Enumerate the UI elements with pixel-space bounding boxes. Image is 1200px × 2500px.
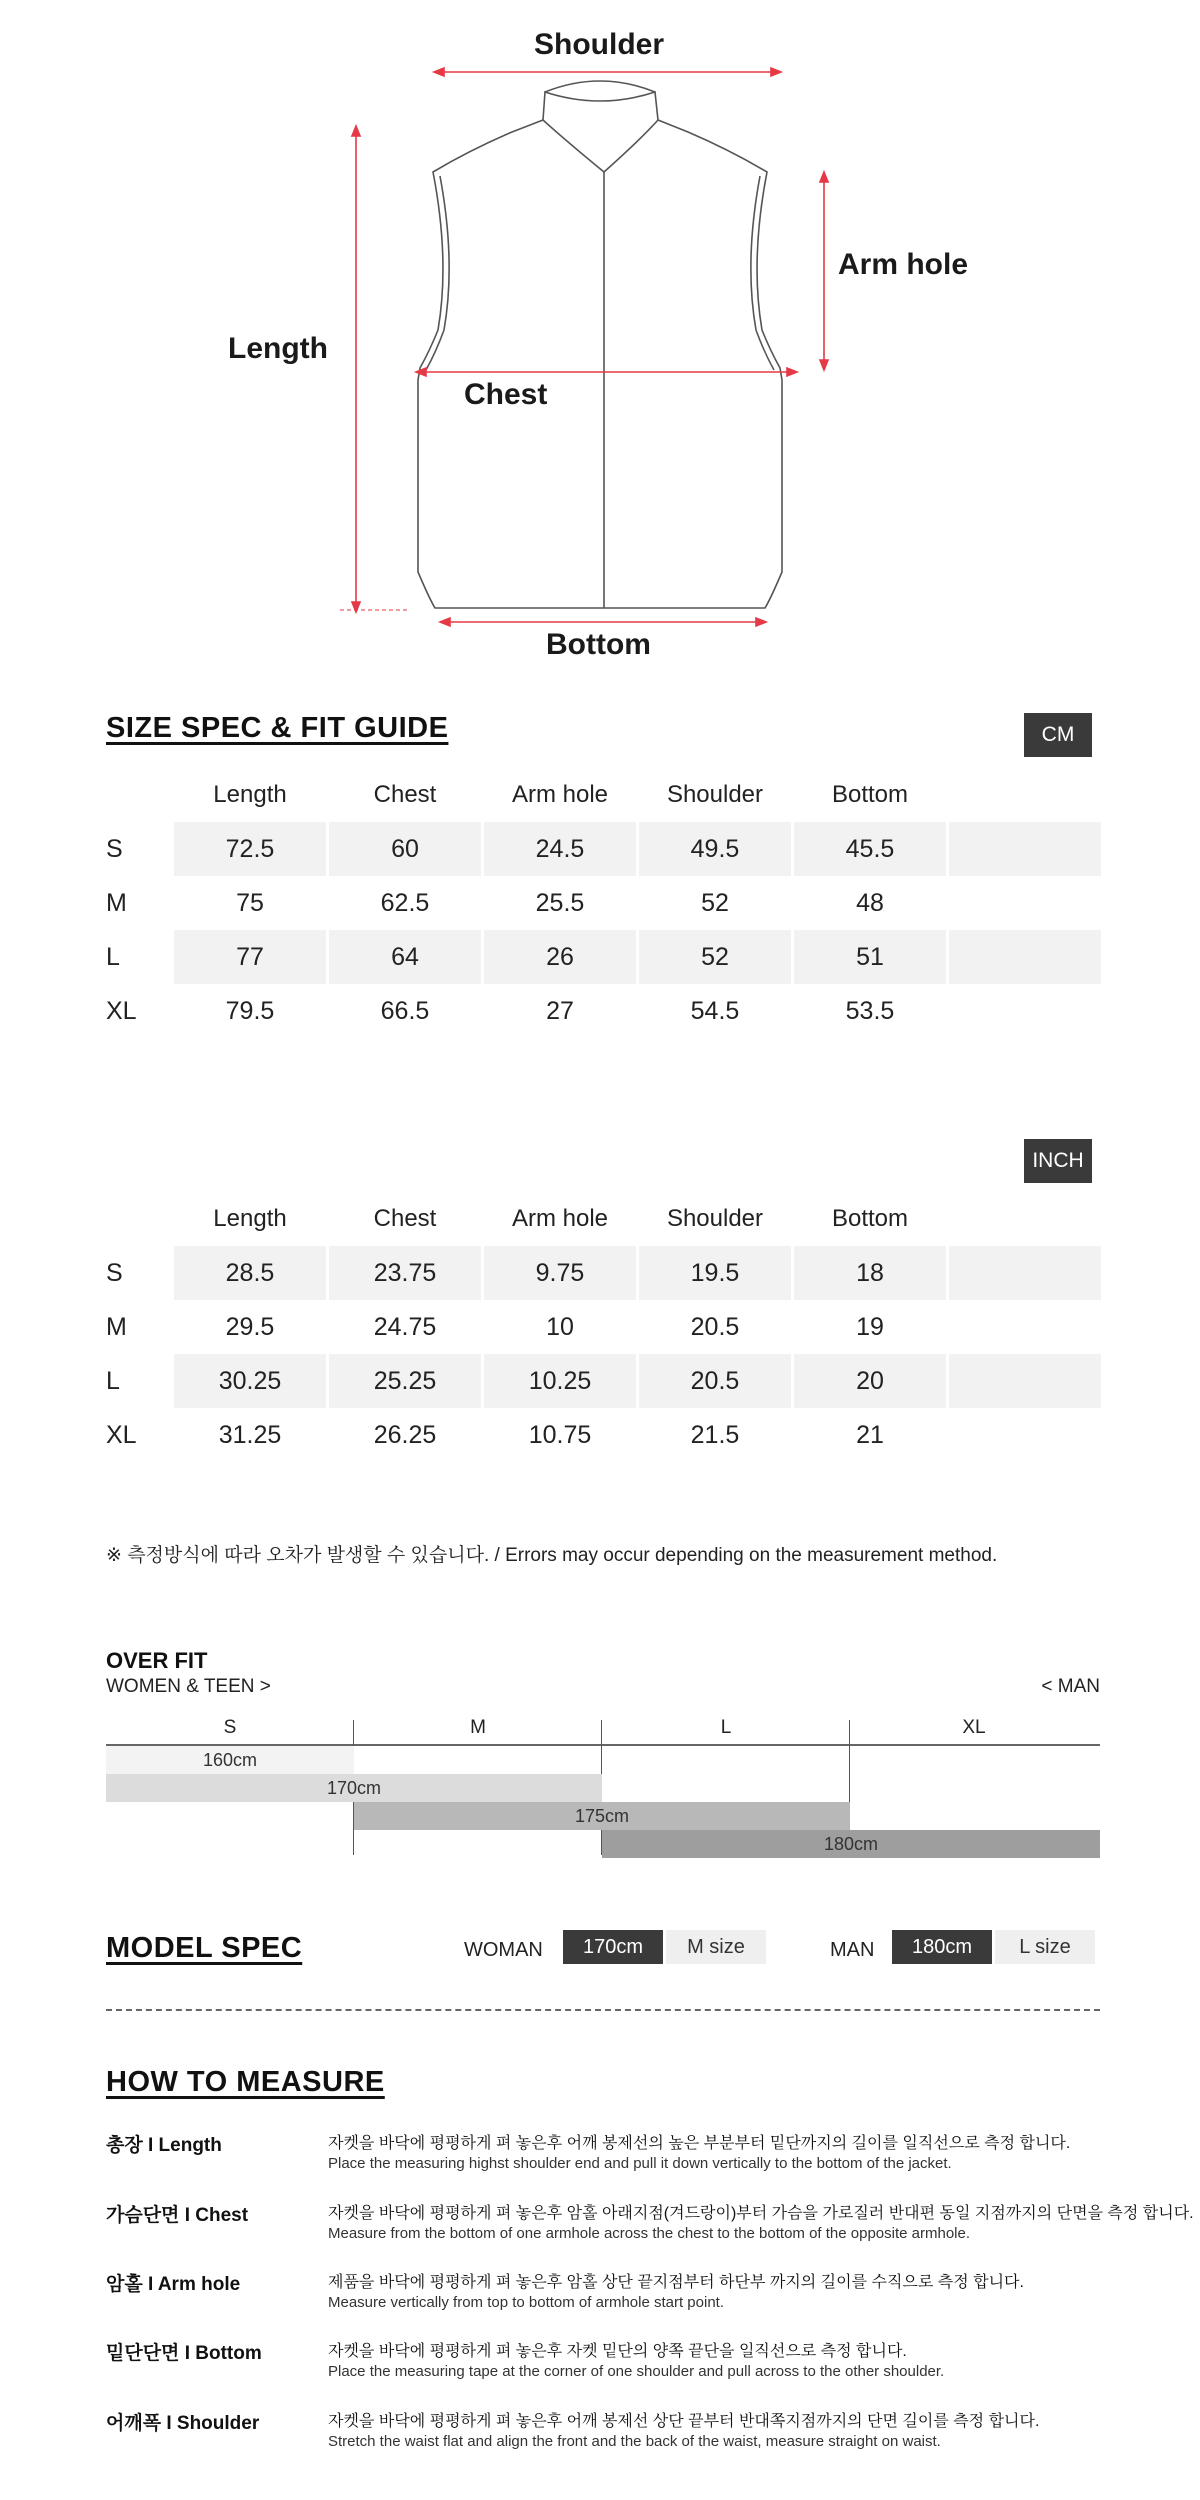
fit-height-bar: 180cm [602,1830,1100,1858]
size-table-cm [106,768,1100,1038]
size-label: L [106,1367,120,1395]
table-cell [949,1354,1101,1408]
table-cell: 60 [329,822,481,876]
size-label: S [106,835,123,863]
size-label: M [106,889,127,917]
unit-badge-cm: CM [1024,713,1092,757]
fit-man-label: < MAN [1041,1676,1100,1697]
arm-hole-label: Arm hole [838,248,969,281]
table-cell: 27 [546,997,574,1025]
model-woman-size: M size [666,1930,766,1964]
table-cell: 20 [794,1354,946,1408]
measure-label: 총장 I Length [106,2135,222,2156]
table-cell: 53.5 [845,997,895,1025]
column-header: Shoulder [666,781,764,808]
size-label: L [106,943,120,971]
measure-text-en: Measure vertically from top to bottom of armhole start point. [328,2294,724,2311]
table-cell [949,930,1101,984]
vest-outline-illustration [0,0,1200,690]
size-label: S [106,1259,123,1287]
table-cell: 51 [794,930,946,984]
size-table-header [106,768,1100,822]
column-header: Length [213,1205,287,1232]
table-cell [949,984,1101,1038]
table-cell: 28.5 [174,1246,326,1300]
fit-height-bar: 160cm [106,1746,354,1774]
table-cell: 25.5 [535,889,585,917]
table-cell: 77 [174,930,326,984]
measure-text-ko: 자켓을 바닥에 평평하게 펴 놓은후 암홀 아래지점(겨드랑이)부터 가슴을 가로질러 반대편 동일 지점까지의 단면을 측정 합니다. [328,2205,1194,2222]
table-cell: 24.5 [484,822,636,876]
chest-label: Chest [464,378,548,411]
unit-badge-inch: INCH [1024,1139,1092,1183]
table-row [106,930,1100,984]
section-divider [106,2009,1100,2011]
model-man-size: L size [995,1930,1095,1964]
table-cell: 26.25 [373,1421,437,1449]
table-cell: 10.25 [484,1354,636,1408]
measure-text-en: Measure from the bottom of one armhole across the chest to the bottom of the opposite armhole. [328,2225,971,2242]
table-cell: 52 [701,889,729,917]
column-header: Arm hole [511,781,609,808]
table-cell: 21.5 [690,1421,740,1449]
fit-height-bar: 175cm [354,1802,850,1830]
table-cell [949,1246,1101,1300]
fit-size-label: M [470,1717,486,1738]
measure-label: 암홀 I Arm hole [106,2274,241,2295]
measure-text-ko: 자켓을 바닥에 평평하게 펴 놓은후 어깨 봉제선의 높은 부분부터 밑단까지의 길이를 일직선으로 측정 합니다. [328,2135,1071,2152]
table-cell: 49.5 [639,822,791,876]
measure-label: 가슴단면 I Chest [106,2205,249,2226]
table-cell: 19 [856,1313,884,1341]
table-cell: 66.5 [380,997,430,1025]
how-to-measure-title: HOW TO MEASURE [106,2066,385,2098]
table-cell: 26 [484,930,636,984]
table-cell [949,876,1101,930]
table-cell: 20.5 [639,1354,791,1408]
fit-guide-title: OVER FIT [106,1648,208,1673]
size-label: XL [106,1421,137,1449]
column-header: Arm hole [511,1205,609,1232]
table-cell: 10.75 [528,1421,592,1449]
table-cell [949,822,1101,876]
measurement-note: ※ 측정방식에 따라 오차가 발생할 수 있습니다. / Errors may occur depending on the measurement method. [106,1545,998,1566]
fit-women-teen-label: WOMEN & TEEN > [106,1676,271,1697]
fit-size-label: S [223,1717,237,1738]
table-row [106,822,1100,876]
measure-text-ko: 자켓을 바닥에 평평하게 펴 놓은후 어깨 봉제선 상단 끝부터 반대쪽지점까지의 단면 길이를 측정 합니다. [328,2413,1040,2430]
table-cell: 30.25 [174,1354,326,1408]
table-cell: 20.5 [690,1313,740,1341]
size-table-header [106,1192,1100,1246]
fit-size-label: XL [962,1717,986,1738]
table-cell: 21 [856,1421,884,1449]
table-cell: 79.5 [225,997,275,1025]
measure-text-en: Stretch the waist flat and align the front and the back of the waist, measure straight on waist. [328,2433,941,2450]
measure-text-en: Place the measuring tape at the corner of one shoulder and pull across to the other shoulder. [328,2363,945,2380]
table-cell [949,1408,1101,1462]
column-header: Length [213,781,287,808]
table-row [106,876,1100,930]
table-cell: 72.5 [174,822,326,876]
column-header: Chest [373,1205,437,1232]
measure-text-ko: 자켓을 바닥에 평평하게 펴 놓은후 자켓 밑단의 양쪽 끝단을 일직선으로 측정 합니다. [328,2343,907,2360]
table-cell: 31.25 [218,1421,282,1449]
table-cell: 64 [329,930,481,984]
column-header: Shoulder [666,1205,764,1232]
table-row [106,1246,1100,1300]
table-cell: 48 [856,889,884,917]
table-cell: 54.5 [690,997,740,1025]
table-cell [949,1300,1101,1354]
table-cell: 45.5 [794,822,946,876]
length-label: Length [228,332,328,365]
table-cell: 25.25 [329,1354,481,1408]
table-row [106,1408,1100,1462]
model-man-height: 180cm [892,1930,992,1964]
model-man-label: MAN [830,1939,875,1961]
table-cell: 10 [546,1313,574,1341]
model-woman-height: 170cm [563,1930,663,1964]
fit-height-bar: 170cm [106,1774,602,1802]
vest-measurement-diagram [0,0,1200,690]
bottom-label: Bottom [546,628,651,661]
measure-label: 밑단단면 I Bottom [106,2343,262,2364]
table-cell: 9.75 [484,1246,636,1300]
size-label: M [106,1313,127,1341]
column-header: Chest [373,781,437,808]
table-row [106,1300,1100,1354]
table-cell: 52 [639,930,791,984]
measure-text-en: Place the measuring highst shoulder end and pull it down vertically to the bottom of the jacket. [328,2155,952,2172]
model-spec-title: MODEL SPEC [106,1932,303,1964]
shoulder-label: Shoulder [534,28,665,61]
size-label: XL [106,997,137,1025]
column-header: Bottom [831,1205,909,1232]
table-row [106,984,1100,1038]
size-table-inch [106,1192,1100,1462]
measure-label: 어깨폭 I Shoulder [106,2413,260,2434]
table-cell: 24.75 [373,1313,437,1341]
table-row [106,1354,1100,1408]
size-spec-title: SIZE SPEC & FIT GUIDE [106,712,449,744]
model-woman-label: WOMAN [464,1939,543,1961]
table-cell: 75 [236,889,264,917]
table-cell: 29.5 [225,1313,275,1341]
measure-text-ko: 제품을 바닥에 평평하게 펴 놓은후 암홀 상단 끝지점부터 하단부 까지의 길이를 수직으로 측정 합니다. [328,2274,1024,2291]
table-cell: 19.5 [639,1246,791,1300]
table-cell: 18 [794,1246,946,1300]
fit-size-label: L [720,1717,732,1738]
table-cell: 62.5 [380,889,430,917]
column-header [949,1192,1101,1246]
column-header [949,768,1101,822]
column-header: Bottom [831,781,909,808]
table-cell: 23.75 [329,1246,481,1300]
